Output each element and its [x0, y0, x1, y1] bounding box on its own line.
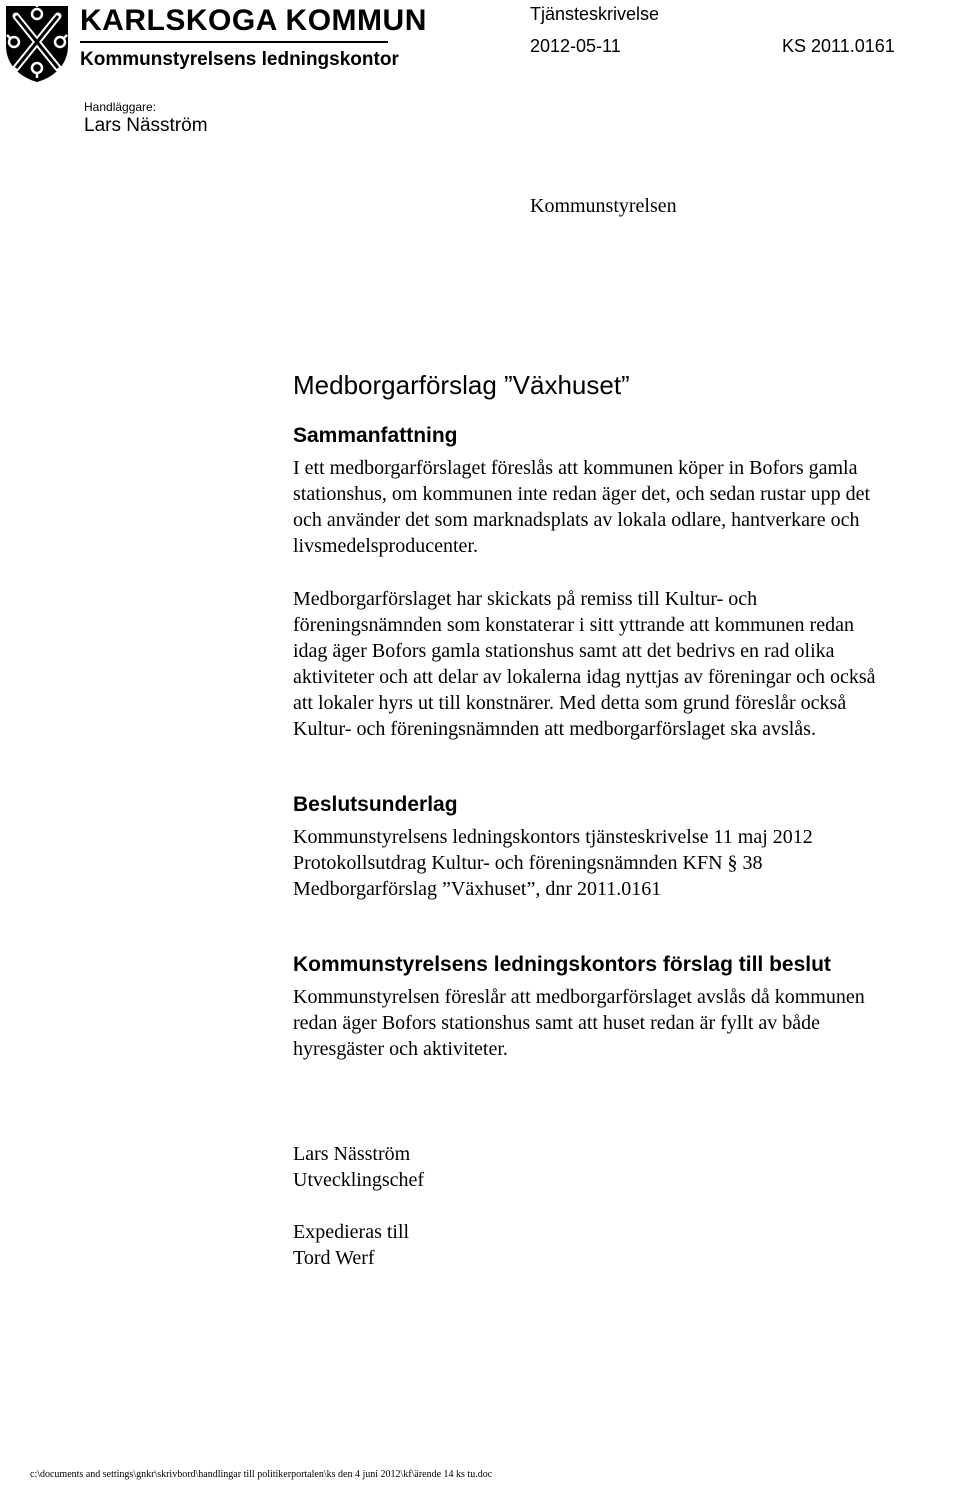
handler-name: Lars Näsström	[84, 115, 208, 136]
expedite-label: Expedieras till	[293, 1221, 410, 1243]
remiss-line: aktiviteter och att delar av lokalerna idag nyttjas av föreningar och också	[293, 666, 876, 688]
remiss-line: att lokaler hyrs ut till konstnärer. Med detta som grund föreslår också	[293, 692, 847, 714]
signatory-name: Lars Näsström	[293, 1143, 411, 1165]
basis-heading: Beslutsunderlag	[293, 793, 458, 816]
summary-line: livsmedelsproducenter.	[293, 535, 478, 557]
summary-line: I ett medborgarförslaget föreslås att kommunen köper in Bofors gamla	[293, 457, 858, 479]
summary-heading: Sammanfattning	[293, 424, 458, 447]
proposal-paragraph	[293, 984, 943, 1062]
basis-item: Medborgarförslag ”Växhuset”, dnr 2011.0161	[293, 878, 662, 900]
remiss-line: idag äger Bofors gamla stationshus samt att det bedrivs en rad olika	[293, 640, 835, 662]
remiss-line: Kultur- och föreningsnämnden att medborgarförslaget ska avslås.	[293, 718, 816, 740]
signatory-role: Utvecklingschef	[293, 1169, 425, 1191]
header-divider	[80, 41, 388, 43]
remiss-line: Medborgarförslaget har skickats på remiss till Kultur- och	[293, 588, 758, 610]
document-reference: KS 2011.0161	[782, 36, 895, 56]
document-date: 2012-05-11	[530, 36, 621, 56]
document-title: Medborgarförslag ”Växhuset”	[293, 370, 630, 400]
signature-block	[293, 1141, 424, 1193]
basis-list	[293, 824, 943, 902]
document-type: Tjänsteskrivelse	[530, 4, 660, 24]
expedite-block	[293, 1219, 409, 1271]
summary-line: och använder det som marknadsplats av lokala odlare, hantverkare och	[293, 509, 860, 531]
proposal-heading: Kommunstyrelsens ledningskontors förslag till beslut	[293, 953, 831, 976]
footer-file-path: c:\documents and settings\gnkr\skrivbord\handlingar till politikerportalen\ks den 4 juni 2012\kf\ärende 14 ks tu.doc	[30, 1469, 493, 1480]
karlskoga-coat-of-arms-logo	[2, 2, 72, 84]
handler-label: Handläggare:	[84, 100, 157, 114]
remiss-paragraph	[293, 586, 943, 742]
recipient: Kommunstyrelsen	[530, 195, 677, 217]
summary-line: stationshus, om kommunen inte redan äger det, och sedan rustar upp det	[293, 483, 871, 505]
basis-item: Kommunstyrelsens ledningskontors tjänsteskrivelse 11 maj 2012	[293, 826, 813, 848]
remiss-line: föreningsnämnden som konstaterar i sitt yttrande att kommunen redan	[293, 614, 854, 636]
basis-item: Protokollsutdrag Kultur- och föreningsnämnden KFN § 38	[293, 852, 763, 874]
organization-name: KARLSKOGA KOMMUN	[80, 4, 427, 37]
proposal-line: Kommunstyrelsen föreslår att medborgarförslaget avslås då kommunen	[293, 986, 865, 1008]
expedite-recipient: Tord Werf	[293, 1247, 375, 1269]
proposal-line: hyresgäster och aktiviteter.	[293, 1038, 508, 1060]
organization-department: Kommunstyrelsens ledningskontor	[80, 49, 399, 70]
summary-paragraph	[293, 455, 943, 559]
proposal-line: redan äger Bofors stationshus samt att huset redan är fyllt av både	[293, 1012, 821, 1034]
